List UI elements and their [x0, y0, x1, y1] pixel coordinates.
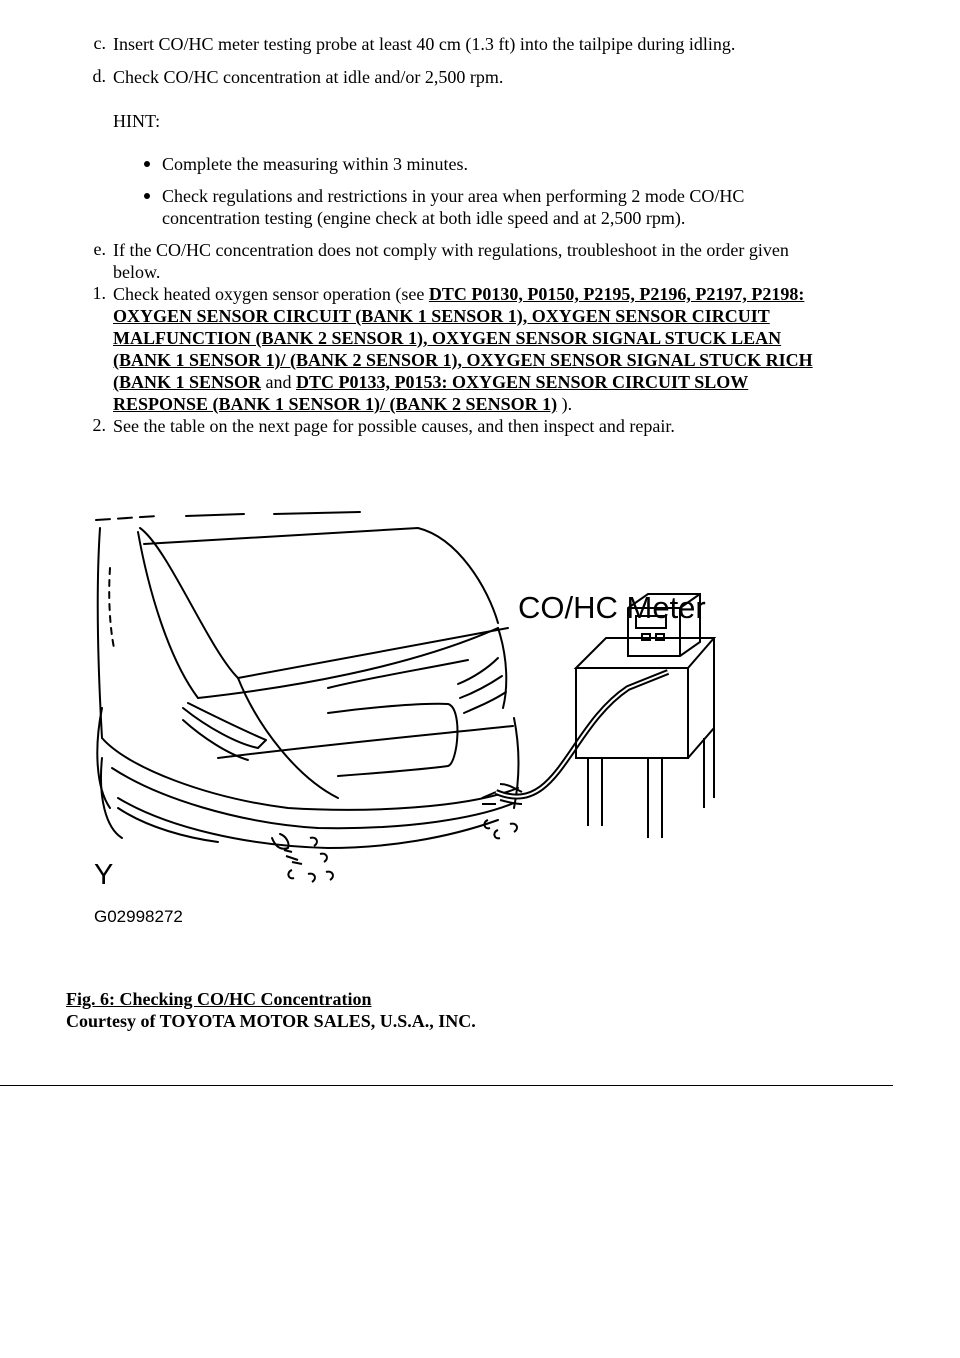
dtc-p0130-link-cont[interactable]: MALFUNCTION (BANK 2 SENSOR 1), OXYGEN SENSOR SIGNAL STUCK LEAN [113, 328, 782, 348]
figure-caption [66, 988, 372, 1010]
numbered-1-line-1 [113, 283, 804, 305]
numbered-1-suffix: ). [557, 394, 573, 414]
dtc-p0133-link[interactable]: DTC P0133, P0153: OXYGEN SENSOR CIRCUIT SLOW [296, 372, 749, 392]
figure-caption-link[interactable]: Fig. 6: Checking CO/HC Concentration [66, 989, 372, 1009]
step-c-marker: c. [93, 33, 106, 53]
courtesy-line: Courtesy of TOYOTA MOTOR SALES, U.S.A., INC. [66, 1011, 476, 1031]
bullet-dot [144, 161, 150, 167]
step-d-text: Check CO/HC concentration at idle and/or 2,500 rpm. [113, 67, 504, 87]
numbered-1-line-3 [113, 327, 781, 349]
bullet-dot [144, 193, 150, 199]
dtc-p0130-link[interactable]: DTC P0130, P0150, P2195, P2196, P2197, P2198: [428, 284, 805, 304]
numbered-1-marker: 1. [92, 283, 106, 303]
step-e-line-2: below. [113, 262, 161, 282]
numbered-1-prefix: Check heated oxygen sensor operation (see [113, 284, 429, 304]
numbered-2-marker: 2. [92, 415, 106, 435]
dtc-p0130-link-cont[interactable]: (BANK 1 SENSOR [113, 372, 262, 392]
numbered-2-text: See the table on the next page for possible causes, and then inspect and repair. [113, 416, 675, 436]
dtc-p0130-link-cont[interactable]: (BANK 1 SENSOR 1)/ (BANK 2 SENSOR 1), OXYGEN SENSOR SIGNAL STUCK RICH [113, 350, 813, 370]
dtc-p0130-link-cont[interactable]: OXYGEN SENSOR CIRCUIT (BANK 1 SENSOR 1), OXYGEN SENSOR CIRCUIT [113, 306, 770, 326]
numbered-1-line-6 [113, 393, 572, 415]
step-e-line-1: If the CO/HC concentration does not comply with regulations, troubleshoot in the order given [113, 240, 789, 260]
numbered-1-line-5 [113, 371, 748, 393]
dtc-p0133-link-cont[interactable]: RESPONSE (BANK 1 SENSOR 1)/ (BANK 2 SENSOR 1) [113, 394, 558, 414]
numbered-1-line-2 [113, 305, 770, 327]
step-e-marker: e. [93, 239, 106, 259]
numbered-1-line-4 [113, 349, 813, 371]
step-d-marker: d. [92, 66, 106, 86]
meter-label: CO/HC Meter [518, 590, 706, 625]
horizontal-rule [0, 1085, 893, 1086]
hint-label: HINT: [113, 111, 161, 131]
co-hc-figure [88, 508, 728, 938]
numbered-1-middle: and [261, 372, 297, 392]
figure-code: G02998272 [94, 907, 183, 926]
hint-item-2-line-2: concentration testing (engine check at both idle speed and at 2,500 rpm). [162, 208, 686, 228]
view-label: Y [94, 859, 114, 891]
hint-item-1: Complete the measuring within 3 minutes. [162, 154, 468, 174]
step-c-text: Insert CO/HC meter testing probe at least 40 cm (1.3 ft) into the tailpipe during idling. [113, 34, 736, 54]
hint-item-2-line-1: Check regulations and restrictions in your area when performing 2 mode CO/HC [162, 186, 745, 206]
